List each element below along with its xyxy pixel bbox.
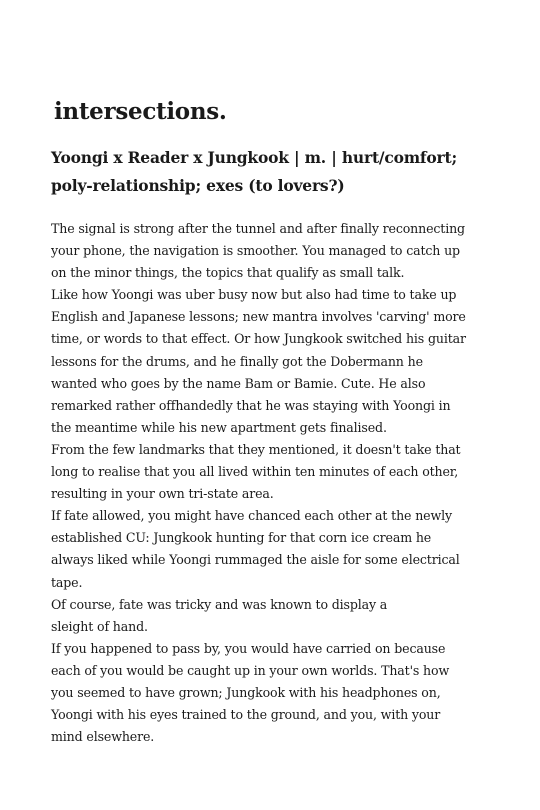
body-text-line: established CU: Jungkook hunting for that corn ice cream he [51,530,432,546]
body-text-line: tape. [51,574,83,590]
body-text-line: If you happened to pass by, you would have carried on because [51,640,446,656]
body-text-line: you seemed to have grown; Jungkook with his headphones on, [51,684,441,700]
subtitle-line: Yoongi x Reader x Jungkook | m. | hurt/comfort; [51,148,457,167]
body-text-line: Yoongi with his eyes trained to the ground, and you, with your [51,707,441,723]
body-text-line: resulting in your own tri-state area. [51,486,274,502]
body-text-line: your phone, the navigation is smoother. You managed to catch up [51,243,460,259]
body-text-line: Like how Yoongi was uber busy now but also had time to take up [51,287,457,303]
body-text-line: lessons for the drums, and he finally got the Dobermann he [51,353,423,369]
story-body [51,218,491,748]
body-text-line: mind elsewhere. [51,729,155,745]
body-text-line: the meantime while his new apartment gets finalised. [51,419,387,435]
body-text-line: each of you would be caught up in your own worlds. That's how [51,662,450,678]
body-text-line: sleight of hand. [51,618,148,634]
body-text-line: long to realise that you all lived within ten minutes of each other, [51,464,459,480]
document-page [51,92,491,748]
body-text-line: If fate allowed, you might have chanced each other at the newly [51,508,452,524]
body-text-line: Of course, fate was tricky and was known to display a [51,596,388,612]
body-text-line: time, or words to that effect. Or how Jungkook switched his guitar [51,331,466,347]
story-title: intersections. [54,98,227,125]
body-text-line: From the few landmarks that they mentioned, it doesn't take that [51,441,461,457]
story-subtitle [51,144,491,200]
body-text-line: always liked while Yoongi rummaged the aisle for some electrical [51,552,460,568]
subtitle-line: poly-relationship; exes (to lovers?) [51,176,345,195]
body-text-line: The signal is strong after the tunnel and after finally reconnecting [51,221,465,236]
body-text-line: English and Japanese lessons; new mantra involves 'carving' more [51,309,466,325]
body-text-line: wanted who goes by the name Bam or Bamie. Cute. He also [51,375,426,391]
body-text-line: on the minor things, the topics that qualify as small talk. [51,265,405,281]
body-text-line: remarked rather offhandedly that he was staying with Yoongi in [51,397,451,413]
